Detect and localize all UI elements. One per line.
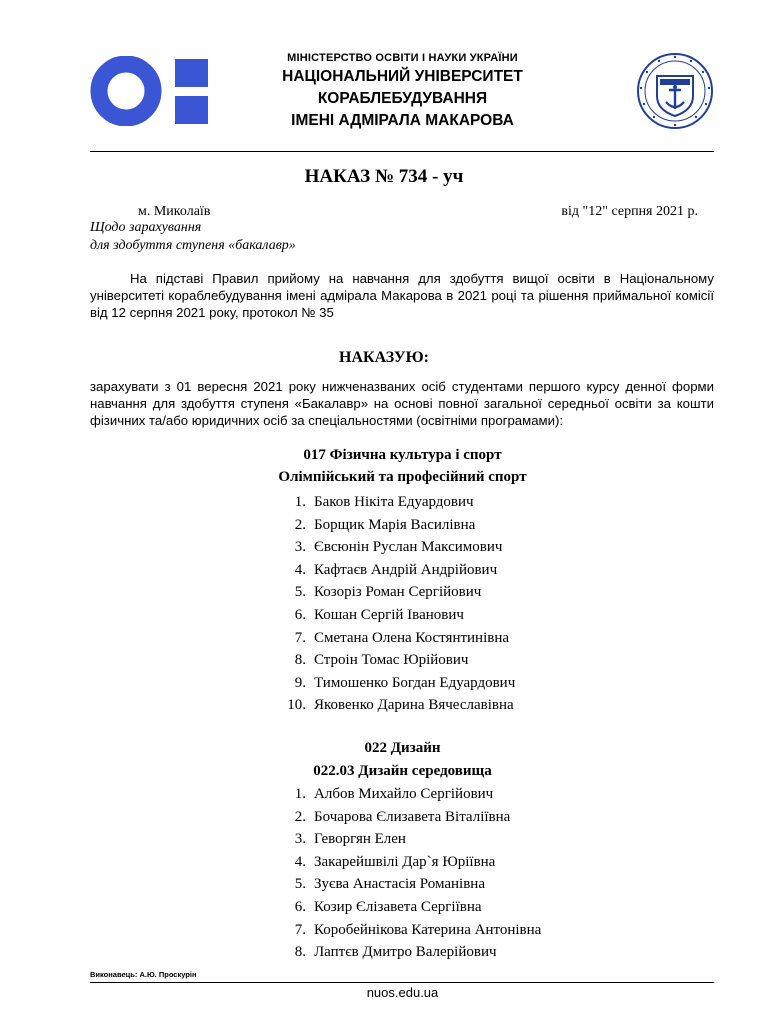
university-name-line-1: НАЦІОНАЛЬНИЙ УНІВЕРСИТЕТ	[282, 68, 523, 85]
list-item	[280, 919, 541, 942]
list-item-number: 4.	[294, 561, 306, 578]
student-name: Зуєва Анастасія Романівна	[314, 876, 485, 893]
list-item-number: 8.	[294, 944, 306, 961]
student-name: Закарейшвілі Дар`я Юріївна	[314, 853, 496, 870]
student-name: Кошан Сергій Іванович	[314, 606, 464, 623]
footer-website: nuos.edu.ua	[366, 985, 439, 1000]
list-item-number: 1.	[294, 494, 306, 510]
university-logo-icon	[90, 56, 210, 126]
student-name: Козоріз Роман Сергійович	[314, 584, 482, 601]
decree-heading: НАКАЗУЮ:	[339, 349, 429, 366]
student-list	[280, 783, 541, 964]
list-item	[280, 828, 541, 851]
order-basis-paragraph: На підставі Правил прийому на навчання для здобуття вищої освіти в Національному університеті кораблебудування імені адмірала Макарова в 2021 році та рішення приймальної комісії від 12 серпня 2021 року, протокол № 35	[90, 271, 714, 320]
student-name: Бочарова Єлизавета Віталіївна	[314, 808, 511, 825]
list-item	[280, 873, 541, 896]
list-item-number: 10.	[287, 697, 306, 714]
list-item	[280, 491, 515, 514]
student-name: Лаптєв Дмитро Валерійович	[314, 944, 497, 961]
header-divider	[90, 151, 714, 152]
list-item	[280, 536, 515, 559]
footer-divider	[90, 982, 714, 983]
student-name: Кафтаєв Андрій Андрійович	[314, 561, 498, 578]
list-item-number: 5.	[294, 876, 306, 893]
student-name: Строін Томас Юрійович	[314, 652, 469, 669]
list-item	[280, 896, 541, 919]
list-item	[280, 649, 515, 672]
list-item-number: 4.	[294, 853, 306, 870]
list-item-number: 1.	[294, 786, 306, 802]
specialty-program: Олімпійський та професійний спорт	[278, 469, 527, 485]
university-name-line-3: ІМЕНІ АДМІРАЛА МАКАРОВА	[291, 112, 514, 129]
list-item	[280, 783, 541, 806]
university-emblem-icon	[636, 52, 714, 130]
specialty-title: 017 Фізична культура і спорт	[303, 447, 502, 463]
executor-note: Виконавець: А.Ю. Проскурін	[90, 970, 197, 979]
list-item-number: 3.	[294, 831, 306, 848]
order-title: НАКАЗ № 734 - уч	[304, 166, 464, 187]
list-item	[280, 694, 515, 717]
university-name-line-2: КОРАБЛЕБУДУВАННЯ	[317, 90, 488, 107]
student-name: Тимошенко Богдан Едуардович	[314, 674, 516, 691]
list-item	[280, 559, 515, 582]
list-item-number: 6.	[294, 606, 306, 623]
student-name: Геворгян Елен	[314, 831, 406, 848]
list-item-number: 2.	[294, 516, 306, 533]
list-item-number: 5.	[294, 584, 306, 601]
order-subject	[90, 219, 296, 255]
student-name: Євсюнін Руслан Максимович	[314, 539, 503, 556]
enrollment-paragraph: зарахувати з 01 вересня 2021 року нижченазваних осіб студентами першого курсу денної форми навчання для здобуття ступеня «Бакалавр» на основі повної загальної середньої освіти за кошти фізичних та/або юридичних осіб за спеціальностями (освітніми програмами):	[90, 379, 714, 428]
order-city: м. Миколаїв	[138, 204, 211, 219]
list-item	[280, 514, 515, 537]
specialty-program: 022.03 Дизайн середовища	[313, 763, 492, 779]
list-item-number: 2.	[294, 808, 306, 825]
specialty-title: 022 Дизайн	[364, 740, 441, 756]
list-item-number: 9.	[294, 674, 306, 691]
student-name: Козир Єлізавета Сергіївна	[314, 898, 482, 915]
list-item	[280, 672, 515, 695]
list-item	[280, 627, 515, 650]
student-list	[280, 491, 515, 717]
student-name: Албов Михайло Сергійович	[314, 786, 494, 802]
student-name: Баков Нікіта Едуардович	[314, 494, 474, 510]
list-item-number: 8.	[294, 652, 306, 669]
student-name: Коробейнікова Катерина Антонівна	[314, 921, 542, 938]
list-item	[280, 604, 515, 627]
list-item-number: 6.	[294, 898, 306, 915]
list-item	[280, 806, 541, 829]
order-subject-line-1: Щодо зарахування	[90, 220, 202, 235]
list-item-number: 7.	[294, 921, 306, 938]
university-header	[230, 50, 575, 132]
list-item-number: 7.	[294, 629, 306, 646]
list-item	[280, 851, 541, 874]
student-name: Борщик Марія Василівна	[314, 516, 476, 533]
list-item	[280, 941, 541, 964]
student-name: Яковенко Дарина Вячеславівна	[314, 697, 514, 714]
order-date: від "12" серпня 2021 р.	[561, 204, 698, 219]
list-item	[280, 581, 515, 604]
order-subject-line-2: для здобуття ступеня «бакалавр»	[90, 238, 296, 253]
ministry-name: МІНІСТЕРСТВО ОСВІТИ І НАУКИ УКРАЇНИ	[287, 52, 518, 64]
list-item-number: 3.	[294, 539, 306, 556]
student-name: Сметана Олена Костянтинівна	[314, 629, 510, 646]
